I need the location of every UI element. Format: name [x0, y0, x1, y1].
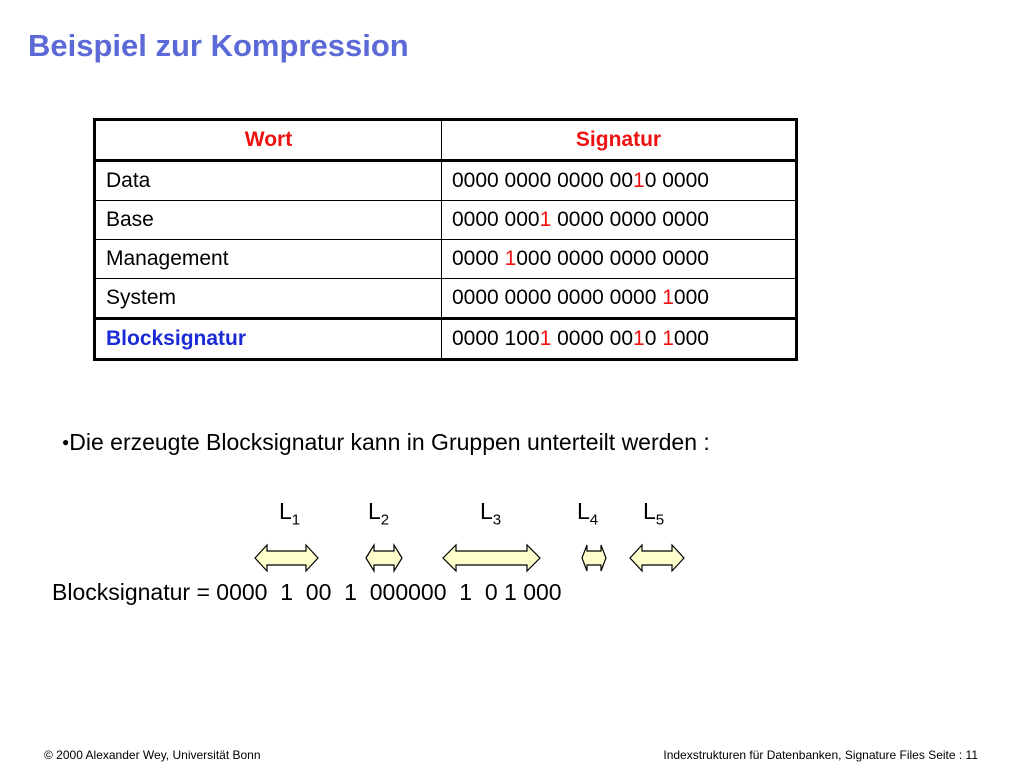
- set-bit: 1: [504, 247, 517, 270]
- word-cell: Base: [95, 201, 442, 240]
- block-signature-line: Blocksignatur = 0000 1 00 1 000000 1 0 1 000: [52, 579, 562, 605]
- word-cell: Data: [95, 161, 442, 201]
- set-bit: 1: [539, 208, 552, 231]
- signature-cell: 0000 1000 0000 0000 0000: [442, 240, 797, 279]
- header-wort: Wort: [95, 120, 442, 161]
- block-signature-cell: 0000 1001 0000 0010 1000: [442, 319, 797, 360]
- double-arrow-icon: [630, 545, 684, 571]
- double-arrow-icon: [443, 545, 540, 571]
- header-signatur: Signatur: [442, 120, 797, 161]
- set-bit: 1: [633, 169, 645, 192]
- group-label-l2: $L_2$: [368, 498, 390, 529]
- word-cell: Management: [95, 240, 442, 279]
- set-bit: 1: [662, 327, 674, 350]
- set-bit: 1: [662, 286, 674, 309]
- block-signature-label: Blocksignatur: [95, 319, 442, 360]
- word-cell: System: [95, 279, 442, 319]
- group-label-l1: $L_1$: [279, 498, 301, 529]
- signature-cell: 0000 0000 0000 0010 0000: [442, 161, 797, 201]
- set-bit: 1: [539, 327, 552, 350]
- group-label-l3: $L_3$: [480, 498, 502, 529]
- bullet-dot-icon: ●: [62, 435, 70, 449]
- set-bit: 1: [633, 327, 645, 350]
- signature-cell: 0000 0000 0000 0000 1000: [442, 279, 797, 319]
- page-title: Beispiel zur Kompression: [28, 28, 409, 63]
- double-arrow-icon: [582, 545, 606, 571]
- group-label-l5: $L_5$: [643, 498, 665, 529]
- footer-copyright: © 2000 Alexander Wey, Universität Bonn: [44, 748, 261, 762]
- footer-page-info: Indexstrukturen für Datenbanken, Signature Files Seite : 11: [663, 748, 978, 762]
- double-arrow-icon: [366, 545, 402, 571]
- bullet-text: Die erzeugte Blocksignatur kann in Gruppen unterteilt werden :: [69, 429, 710, 455]
- double-arrow-icon: [255, 545, 318, 571]
- signature-cell: 0000 0001 0000 0000 0000: [442, 201, 797, 240]
- group-label-l4: $L_4$: [577, 498, 599, 529]
